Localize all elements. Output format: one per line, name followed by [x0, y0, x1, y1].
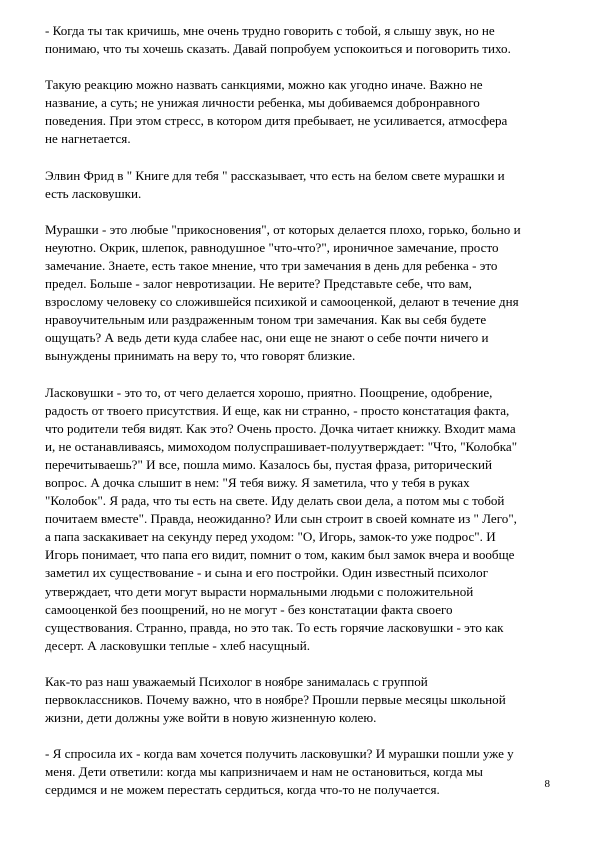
paragraph-1: - Когда ты так кричишь, мне очень трудно говорить с тобой, я слышу звук, но не понимаю, что ты хочешь сказать. Давай попробуем успокоиться и поговорить тихо. [45, 23, 511, 57]
document-body [45, 22, 555, 817]
paragraph-3: Элвин Фрид в " Книге для тебя " рассказывает, что есть на белом свете мурашки и есть ласковушки. [45, 167, 505, 201]
page-number: 8 [544, 778, 550, 790]
paragraph-5: Ласковушки - это то, от чего делается хорошо, приятно. Поощрение, одобрение, радость от твоего присутствия. И еще, как ни странно, - просто констатация факта, что родители тебя видят. Как это? Очень просто. Дочка читает книжку. Входит мама и, не останавливаясь, мимоходом полуспрашивает-полуутверждает: "Что, "Колобка" перечитываешь?" И все, пошла мимо. Казалось бы, пустая фраза, риторический вопрос. А дочка слышит в нем: "Я тебя вижу. Я заметила, что у тебя в руках "Колобок". Я рада, что ты есть на свете. Иду делать свои дела, а потом мы с тобой почитаем вместе". Правда, неожиданно? Или сын строит в своей комнате из " Лего", а папа заскакивает на секунду перед уходом: "О, Игорь, замок-то уже подрос". И Игорь понимает, что папа его видит, помнит о том, каким был замок вчера и вообще заметил их существование - и сына и его постройки. Один известный психолог утверждает, что дети могут вырасти нормальными людьми с положительной самооценкой без поощрений, но не могут - без констатации факта своего существования. Странно, правда, но это так. То есть горячие ласковушки - это как десерт. А ласковушки теплые - хлеб насущный. [45, 384, 518, 653]
paragraph-4: Мурашки - это любые "прикосновения", от которых делается плохо, горько, больно и неуютно. Окрик, шлепок, равнодушное "что-что?", ироничное замечание, просто замечание. Знаете, есть такое мнение, что три замечания в день для ребенка - это предел. Больше - залог невротизации. Не верите? Представьте себе, что вам, взрослому человеку со сложившейся психикой и самооценкой, делают в течение дня нравоучительным или раздраженным тоном три замечания. Как вы себя будете ощущать? А ведь дети куда слабее нас, они еще не знают о себе почти ничего и вынуждены принимать на веру то, что говорят близкие. [45, 221, 521, 364]
paragraph-2: Такую реакцию можно назвать санкциями, можно как угодно иначе. Важно не название, а суть; не унижая личности ребенка, мы добиваемся добронравного поведения. При этом стресс, в котором дитя пребывает, не усиливается, атмосфера не нагнетается. [45, 77, 508, 147]
paragraph-7: - Я спросила их - когда вам хочется получить ласковушки? И мурашки пошли уже у меня. Дети ответили: когда мы капризничаем и нам не остановиться, когда мы сердимся и не можем перестать сердиться, когда что-то не получается. [45, 746, 514, 798]
paragraph-6: Как-то раз наш уважаемый Психолог в ноябре занималась с группой первоклассников. Почему важно, что в ноябре? Прошли первые месяцы школьной жизни, дети должны уже войти в новую жизненную колею. [45, 673, 506, 726]
